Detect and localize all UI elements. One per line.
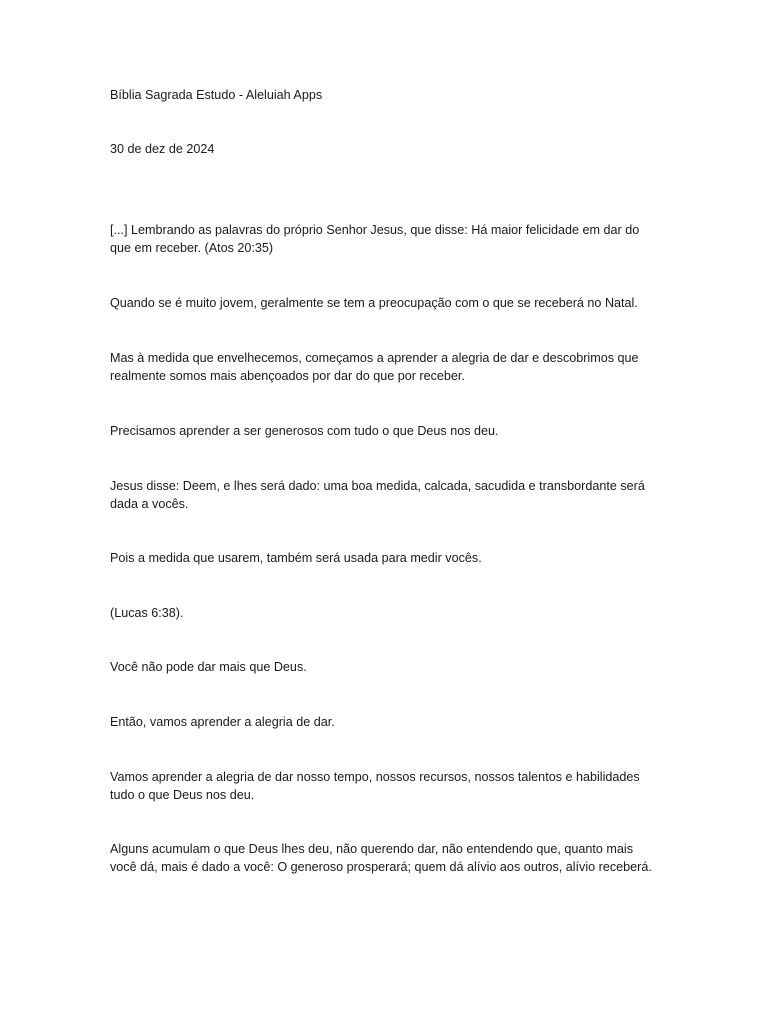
paragraph: (Lucas 6:38). (110, 606, 184, 620)
paragraph: Jesus disse: Deem, e lhes será dado: uma boa medida, calcada, sacudida e transbordante será dada a vocês. (110, 479, 645, 511)
document-title: Bíblia Sagrada Estudo - Aleluiah Apps (110, 88, 323, 102)
paragraph: Vamos aprender a alegria de dar nosso tempo, nossos recursos, nossos talentos e habilidades tudo o que Deus nos deu. (110, 770, 640, 802)
paragraph: Quando se é muito jovem, geralmente se tem a preocupação com o que se receberá no Natal. (110, 296, 638, 310)
paragraph: Mas à medida que envelhecemos, começamos a aprender a alegria de dar e descobrimos que realmente somos mais abençoados por dar do que por receber. (110, 351, 639, 383)
paragraph: Você não pode dar mais que Deus. (110, 660, 307, 674)
paragraph: Pois a medida que usarem, também será usada para medir vocês. (110, 551, 482, 565)
paragraph: [...] Lembrando as palavras do próprio Senhor Jesus, que disse: Há maior felicidade em dar do que em receber. (Atos 20:35) (110, 223, 640, 255)
paragraph: Então, vamos aprender a alegria de dar. (110, 715, 335, 729)
paragraph: Precisamos aprender a ser generosos com tudo o que Deus nos deu. (110, 424, 499, 438)
document-date: 30 de dez de 2024 (110, 142, 215, 156)
paragraph: Alguns acumulam o que Deus lhes deu, não querendo dar, não entendendo que, quanto mais você dá, mais é dado a você: O generoso prosperará; quem dá alívio aos outros, alívio receberá. (110, 842, 652, 874)
